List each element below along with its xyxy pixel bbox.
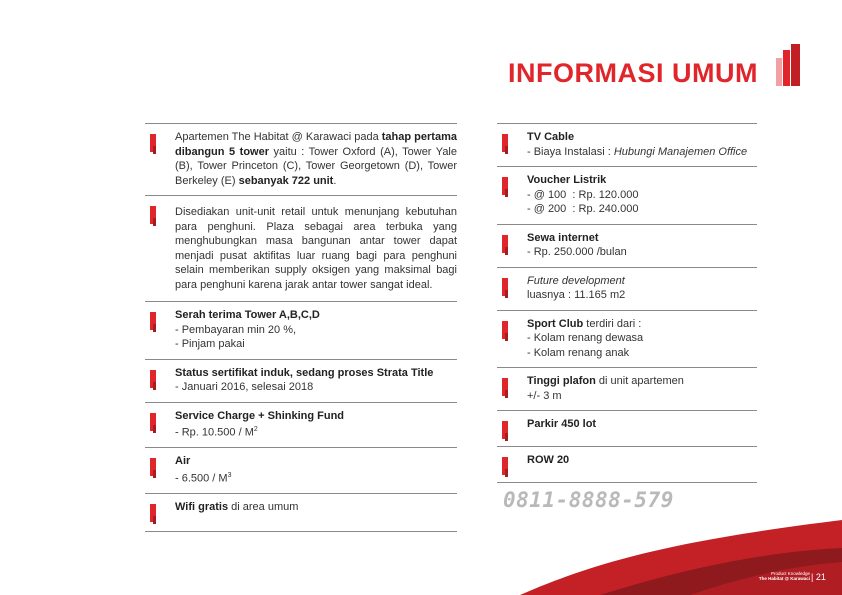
info-item-wifi: Wifi gratis di area umum [145,493,457,533]
page-title: INFORMASI UMUM [508,58,758,88]
info-item-sport-club: Sport Club terdiri dari : - Kolam renang dewasa - Kolam renang anak [497,310,757,368]
info-item-retail: Disediakan unit-unit retail untuk menunjang kebutuhan para penghuni. Plaza sebagai area terbuka yang menghubungkan masa bangunan antar tower dapat menjadi pusat aktifitas luar ruang bagi para penghuni selain memberikan supply oksigen yang maksimal bagi para penghuni karena jarak antar tower sangat ideal. [145,195,457,301]
bullet-marker-icon [502,321,508,339]
info-item-tv-cable: TV Cable - Biaya Instalasi : Hubungi Manajemen Office [497,123,757,166]
info-item-service-charge: Service Charge + Shinking Fund - Rp. $10.500 / M^2$ [145,402,457,448]
bullet-marker-icon [150,134,156,152]
info-item-air: Air - $6.500 / M^3$ [145,447,457,493]
bullet-marker-icon [150,504,156,522]
bullet-marker-icon [502,134,508,152]
item-heading: Serah terima Tower A,B,C,D [175,309,320,321]
bullet-marker-icon [502,421,508,439]
item-heading: Sewa internet [527,231,599,244]
bullet-marker-icon [150,312,156,330]
item-heading: Status sertifikat induk, sedang proses Strata Title [175,366,434,379]
info-item-intro-towers: Apartemen The Habitat @ Karawaci pada tahap pertama dibangun 5 tower yaitu : Tower Oxford (A), Tower Yale (B), Tower Princeton (C), Tower Georgetown (D), Tower Berkeley (E) sebanyak 722 unit. [145,123,457,195]
bullet-marker-icon [502,235,508,253]
info-item-voucher-listrik: Voucher Listrik - @ 100 : Rp. 120.000 - @ 200 : Rp. 240.000 [497,166,757,224]
bullet-marker-icon [150,206,156,224]
footer-caption: Product Knowledge The Habitat @ Karawaci [758,571,810,581]
item-heading: TV Cable [527,131,575,143]
item-heading: Service Charge + Shinking Fund [175,409,345,422]
page-number: | 21 [811,572,826,582]
bar-chart-logo-icon [776,44,800,86]
info-item-parkir: Parkir 450 lot [497,410,757,446]
info-item-future-development: Future development luasnya : 11.165 m2 [497,267,757,310]
item-heading: Air [175,455,191,468]
bullet-marker-icon [150,458,156,476]
bullet-marker-icon [150,370,156,388]
info-item-row: ROW 20 [497,446,757,484]
bullet-marker-icon [502,378,508,396]
bullet-marker-icon [502,278,508,296]
item-heading: Future development [527,274,625,287]
bullet-marker-icon [502,177,508,195]
bullet-marker-icon [502,457,508,475]
info-item-status-sertifikat: Status sertifikat induk, sedang proses Strata Title - Januari 2016, selesai 2018 [145,359,457,402]
right-column [497,123,757,483]
info-item-serah-terima: Serah terima Tower A,B,C,D - Pembayaran min 20 %, - Pinjam pakai [145,301,457,359]
info-item-sewa-internet: Sewa internet - Rp. 250.000 /bulan [497,224,757,267]
phone-number-watermark: 0811-8888-579 [503,488,674,512]
bullet-marker-icon [150,413,156,431]
item-heading: Voucher Listrik [527,174,607,186]
info-item-tinggi-plafon: Tinggi plafon di unit apartemen +/- 3 m [497,367,757,410]
left-column [145,123,457,532]
